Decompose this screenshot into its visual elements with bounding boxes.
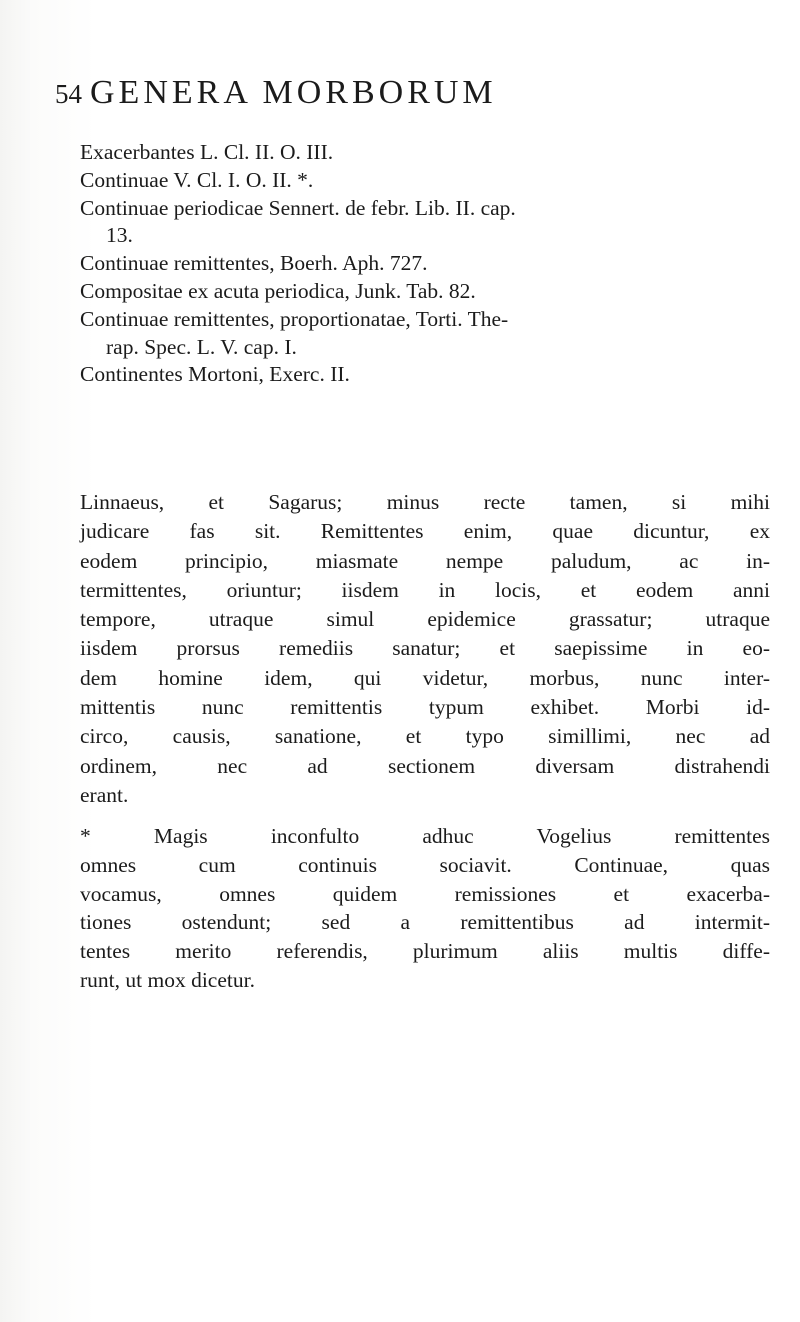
text-line: erant. bbox=[80, 782, 129, 807]
synonym-line: Continuae remittentes, Boerh. Aph. 727. bbox=[80, 251, 428, 276]
text-line: tempore, utraque simul epidemice grassatur; utraque bbox=[80, 607, 770, 632]
footnote-line: runt, ut mox dicetur. bbox=[80, 967, 255, 992]
synonym-line: Continuae periodicae Sennert. de febr. Lib. II. cap. bbox=[80, 195, 516, 220]
synonym-line: rap. Spec. L. V. cap. I. bbox=[106, 334, 297, 359]
footnote-line: * Magis inconfulto adhuc Vogelius remittentes bbox=[80, 824, 770, 848]
synonym-line: 13. bbox=[106, 223, 133, 248]
page-number: 54 bbox=[55, 79, 82, 109]
text-line: termittentes, oriuntur; iisdem in locis, et eodem anni bbox=[80, 577, 770, 602]
synonym-list bbox=[80, 139, 770, 389]
footnote-line: vocamus, omnes quidem remissiones et exacerba- bbox=[80, 881, 770, 906]
synonym-line: Exacerbantes L. Cl. II. O. III. bbox=[80, 140, 334, 164]
text-line: Linnaeus, et Sagarus; minus recte tamen, si mihi bbox=[80, 490, 770, 514]
text-line: ordinem, nec ad sectionem diversam distrahendi bbox=[80, 753, 770, 778]
text-line: mittentis nunc remittentis typum exhibet. Morbi id- bbox=[80, 695, 770, 720]
text-line: dem homine idem, qui videtur, morbus, nunc inter- bbox=[80, 665, 770, 690]
footnote-line: tentes merito referendis, plurimum aliis multis diffe- bbox=[80, 939, 770, 964]
page-header bbox=[55, 74, 755, 112]
main-paragraph bbox=[80, 488, 770, 810]
running-title: GENERA MORBORUM bbox=[90, 74, 497, 111]
footnote-line: omnes cum continuis sociavit. Continuae, quas bbox=[80, 852, 770, 877]
synonym-line: Compositae ex acuta periodica, Junk. Tab. 82. bbox=[80, 278, 476, 303]
text-line: iisdem prorsus remediis sanatur; et saepissime in eo- bbox=[80, 636, 770, 661]
text-line: circo, causis, sanatione, et typo simillimi, nec ad bbox=[80, 724, 770, 749]
text-line: eodem principio, miasmate nempe paludum, ac in- bbox=[80, 548, 770, 573]
synonym-line: Continuae remittentes, proportionatae, Torti. The- bbox=[80, 306, 509, 331]
footnote-paragraph bbox=[80, 822, 770, 995]
text-line: judicare fas sit. Remittentes enim, quae dicuntur, ex bbox=[80, 519, 770, 544]
synonym-line: Continuae V. Cl. I. O. II. *. bbox=[80, 167, 314, 192]
footnote-line: tiones ostendunt; sed a remittentibus ad intermit- bbox=[80, 910, 770, 935]
synonym-line: Continentes Mortoni, Exerc. II. bbox=[80, 362, 350, 387]
